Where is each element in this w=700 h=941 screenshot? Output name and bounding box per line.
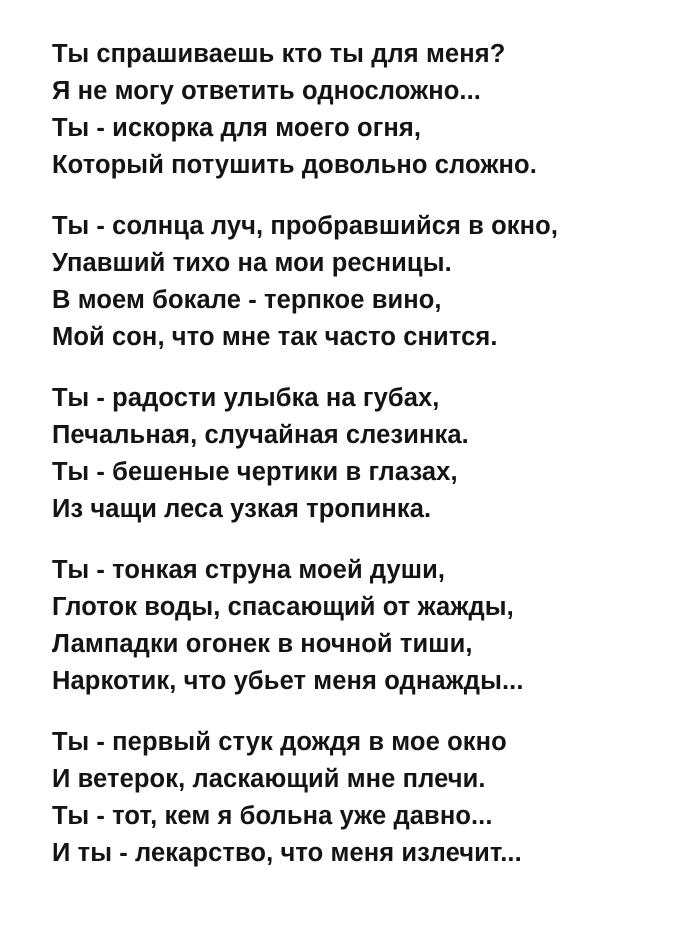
poem-line: Печальная, случайная слезинка. bbox=[52, 421, 469, 449]
poem-stanza bbox=[52, 36, 660, 184]
poem-line: Лампадки огонек в ночной тиши, bbox=[52, 630, 473, 658]
poem-line: Наркотик, что убьет меня однажды... bbox=[52, 667, 524, 695]
poem-line: Ты - тот, кем я больна уже давно... bbox=[52, 802, 493, 830]
poem-line: Упавший тихо на мои ресницы. bbox=[52, 249, 452, 277]
poem-stanza bbox=[52, 552, 660, 700]
poem-line: В моем бокале - терпкое вино, bbox=[52, 286, 442, 314]
poem-line: Из чащи леса узкая тропинка. bbox=[52, 495, 432, 523]
poem-line: Глоток воды, спасающий от жажды, bbox=[52, 593, 514, 621]
poem-stanza bbox=[52, 724, 660, 872]
poem-line: Мой сон, что мне так часто снится. bbox=[52, 323, 498, 351]
poem-line: Ты - тонкая струна моей души, bbox=[52, 556, 446, 584]
poem-stanza bbox=[52, 208, 660, 356]
poem-line: Ты спрашиваешь кто ты для меня? bbox=[52, 40, 506, 68]
poem-line: Который потушить довольно сложно. bbox=[52, 151, 537, 179]
poem-line: Ты - бешеные чертики в глазах, bbox=[52, 458, 458, 486]
poem-line: Ты - первый стук дождя в мое окно bbox=[52, 728, 507, 756]
poem-stanza bbox=[52, 380, 660, 528]
poem-line: Ты - солнца луч, пробравшийся в окно, bbox=[52, 212, 559, 240]
poem-line: И ветерок, ласкающий мне плечи. bbox=[52, 765, 486, 793]
poem-line: И ты - лекарство, что меня излечит... bbox=[52, 839, 522, 867]
poem-line: Ты - радости улыбка на губах, bbox=[52, 384, 440, 412]
poem-line: Ты - искорка для моего огня, bbox=[52, 114, 422, 142]
poem-line: Я не могу ответить односложно... bbox=[52, 77, 481, 105]
